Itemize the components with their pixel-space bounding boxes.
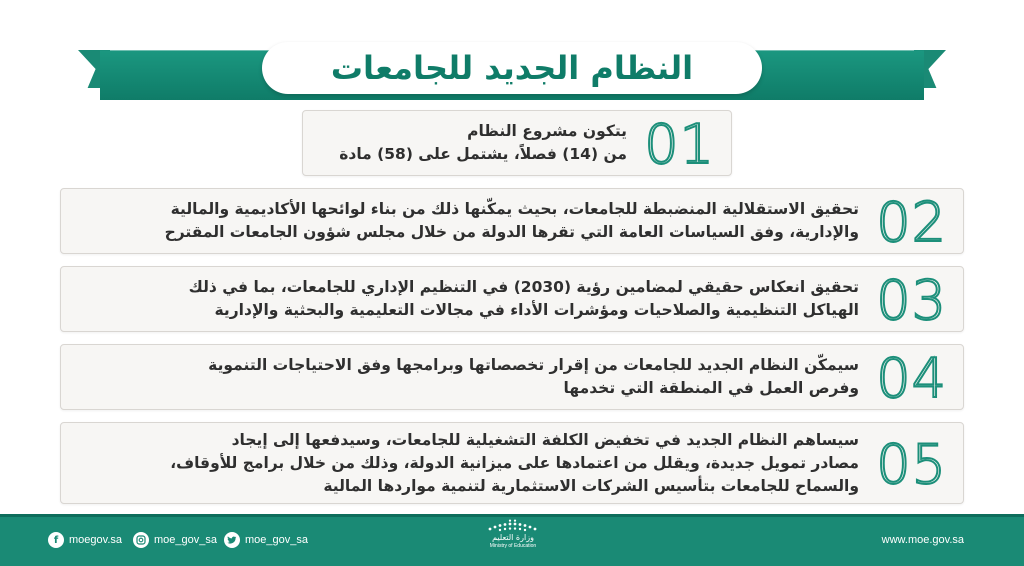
twitter-icon (224, 532, 240, 548)
item-03-number: 03 (876, 269, 947, 332)
footer-divider (0, 514, 1024, 517)
item-05-line-2: مصادر تمويل جديدة، ويقلل من اعتمادها على ميزانية الدولة، وذلك من خلال برامج للأوقاف، (170, 454, 859, 472)
item-card-05 (60, 422, 964, 504)
facebook-handle: moegov.sa (69, 534, 122, 546)
item-05-line-3: والسماح للجامعات بتأسيس الشركات الاستثمارية لتنمية مواردها المالية (323, 477, 859, 495)
item-card-02 (60, 188, 964, 254)
item-01-text (339, 120, 627, 166)
item-03-text (189, 276, 859, 322)
item-02-line-1: تحقيق الاستقلالية المنضبطة للجامعات، بحيث يمكّنها ذلك من بناء لوائحها الأكاديمية والمالية (170, 200, 859, 218)
item-03-line-2: الهياكل التنظيمية والصلاحيات ومؤشرات الأداء في مجالات التعليمية والبحثية والإدارية (214, 301, 859, 319)
instagram-link[interactable] (133, 531, 217, 549)
instagram-handle: moe_gov_sa (154, 534, 217, 546)
item-05-number: 05 (876, 433, 947, 496)
page-title: النظام الجديد للجامعات (330, 49, 694, 87)
item-01-line-1: يتكون مشروع النظام (467, 122, 627, 140)
item-05-text (170, 429, 859, 498)
title-banner (78, 38, 946, 100)
facebook-link[interactable] (48, 531, 122, 549)
twitter-handle: moe_gov_sa (245, 534, 308, 546)
item-01-line-2: من (14) فصلاً، يشتمل على (58) مادة (339, 145, 627, 163)
twitter-link[interactable] (224, 531, 308, 549)
ministry-name-english: Ministry of Education (489, 543, 537, 549)
item-04-line-2: وفرص العمل في المنطقة التي تخدمها (563, 379, 859, 397)
ministry-emblem-icon (487, 519, 539, 533)
item-card-04 (60, 344, 964, 410)
item-card-03 (60, 266, 964, 332)
item-04-number: 04 (876, 347, 947, 410)
ministry-name-arabic: وزارة التعليم (492, 533, 534, 542)
item-02-text (165, 198, 859, 244)
instagram-icon (133, 532, 149, 548)
item-card-01 (302, 110, 732, 176)
item-05-line-1: سيساهم النظام الجديد في تخفيض الكلفة التشغيلية للجامعات، وسيدفعها إلى إيجاد (231, 431, 859, 449)
banner-plate (262, 42, 762, 94)
item-03-line-1: تحقيق انعكاس حقيقي لمضامين رؤية (2030) في التنظيم الإداري للجامعات، بما في ذلك (188, 278, 859, 296)
item-04-text (208, 354, 859, 400)
website-link[interactable]: www.moe.gov.sa (881, 534, 964, 546)
item-02-number: 02 (876, 191, 947, 254)
item-01-number: 01 (644, 113, 715, 176)
item-02-line-2: والإدارية، وفق السياسات العامة التي تقرها الدولة من خلال مجلس شؤون الجامعات المقترح (164, 223, 859, 241)
item-04-line-1: سيمكّن النظام الجديد للجامعات من إقرار تخصصاتها وبرامجها وفق الاحتياجات التنموية (208, 356, 859, 374)
ministry-logo (468, 519, 558, 563)
facebook-icon: f (48, 532, 64, 548)
